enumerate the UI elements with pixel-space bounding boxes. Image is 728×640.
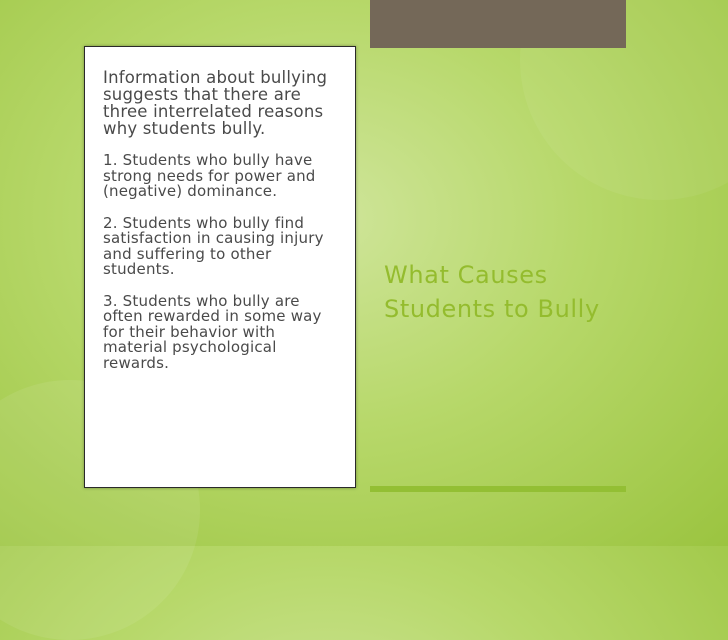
accent-rule bbox=[370, 486, 626, 492]
slide-title[interactable] bbox=[384, 258, 644, 326]
body-text bbox=[103, 69, 343, 387]
content-text-box[interactable] bbox=[84, 46, 356, 488]
title-line-1: What Causes bbox=[384, 261, 548, 289]
title-accent-bar bbox=[370, 0, 626, 48]
intro-paragraph: Information about bullying suggests that there are three interrelated reasons why students bully. bbox=[103, 68, 328, 138]
reason-item-1: 1. Students who bully have strong needs for power and (negative) dominance. bbox=[103, 151, 316, 200]
reason-item-3: 3. Students who bully are often rewarded in some way for their behavior with material psychological rewards. bbox=[103, 291, 322, 372]
title-line-2: Students to Bully bbox=[384, 295, 600, 323]
reason-item-2: 2. Students who bully find satisfaction in causing injury and suffering to other students. bbox=[103, 213, 329, 278]
